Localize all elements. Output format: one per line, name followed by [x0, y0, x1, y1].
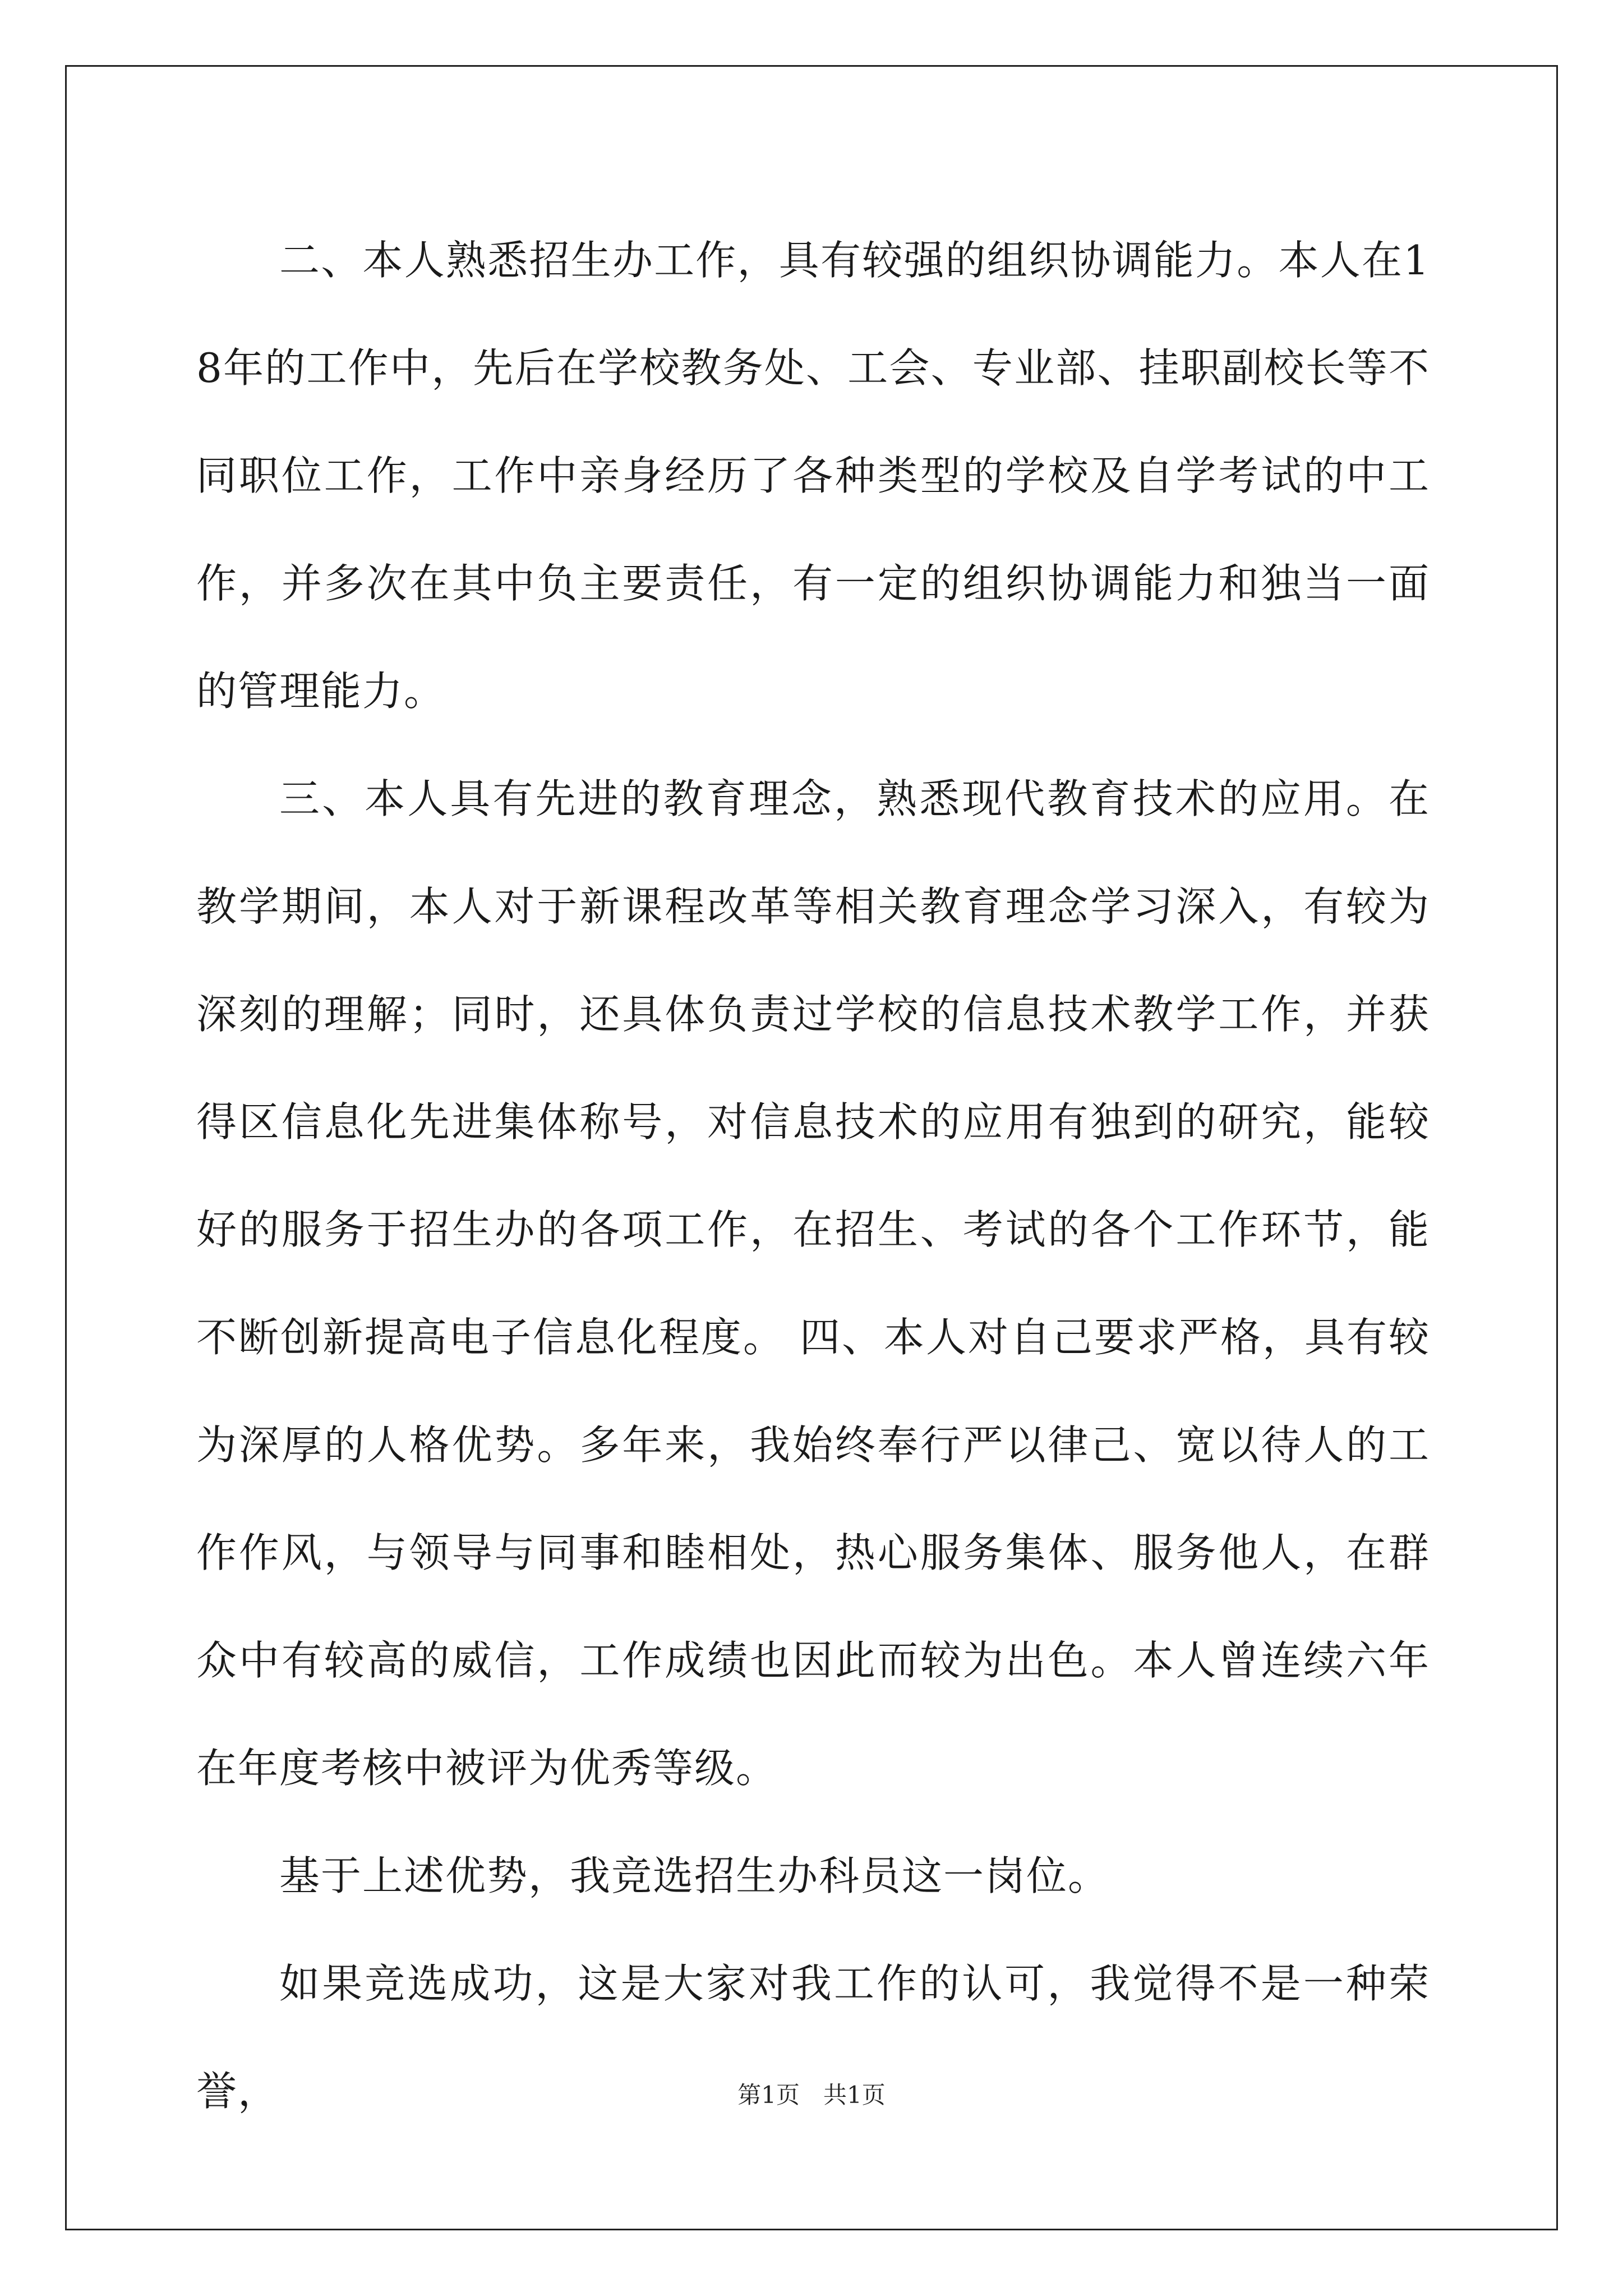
- paragraph-organization-ability: 二、本人熟悉招生办工作，具有较强的组织协调能力。本人在18年的工作中，先后在学校教务处、工会、专业部、挂职副校长等不同职位工作，工作中亲身经历了各种类型的学校及自学考试的中工作，并多次在其中负主要责任，有一定的组织协调能力和独当一面的管理能力。: [196, 237, 1430, 715]
- paragraph-position-choice: 基于上述优势，我竞选招生办科员这一岗位。: [279, 1852, 1110, 1899]
- document-body: [196, 206, 1430, 2145]
- paragraph-if-successful: 如果竞选成功，这是大家对我工作的认可，我觉得不是一种荣誉，: [196, 1960, 1430, 2115]
- paragraph-education-concepts: 三、本人具有先进的教育理念，熟悉现代教育技术的应用。在教学期间，本人对于新课程改革等相关教育理念学习深入，有较为深刻的理解；同时，还具体负责过学校的信息技术教学工作，并获得区信息化先进集体称号，对信息技术的应用有独到的研究，能较好的服务于招生办的各项工作，在招生、考试的各个工作环节，能不断创新提高电子信息化程度。 四、本人对自己要求严格，具有较为深厚的人格优势。多年来，我始终奉行严以律己、宽以待人的工作作风，与领导与同事和睦相处，热心服务集体、服务他人，在群众中有较高的威信，工作成绩也因此而较为出色。本人曾连续六年在年度考核中被评为优秀等级。: [196, 775, 1430, 1792]
- page-footer: 第1页 共1页: [737, 2081, 886, 2109]
